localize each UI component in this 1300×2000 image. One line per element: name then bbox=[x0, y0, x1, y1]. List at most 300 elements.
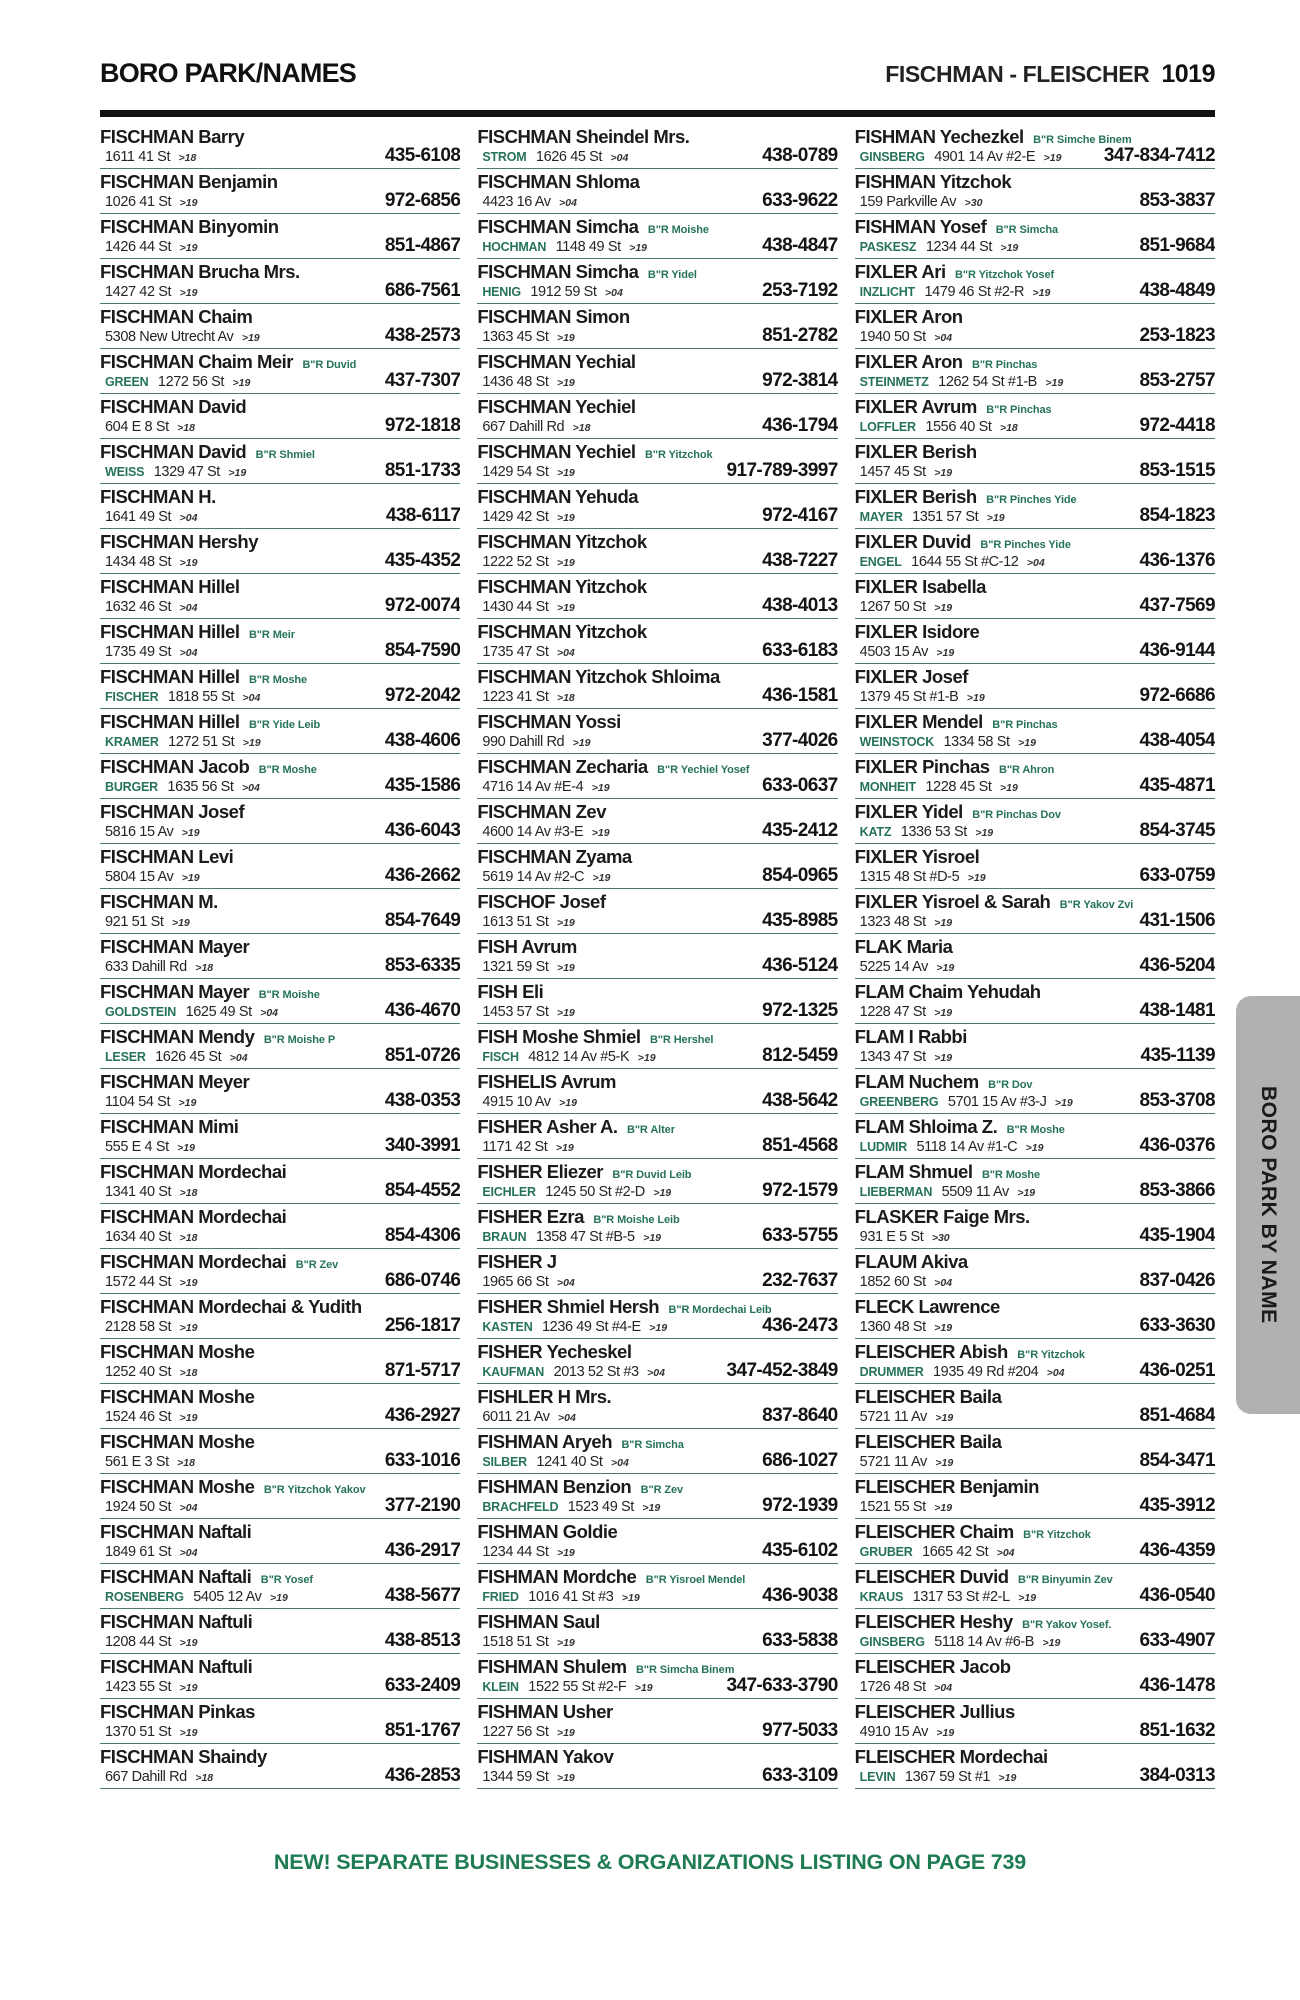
entry-detail-line bbox=[477, 417, 837, 437]
entry-detail-line bbox=[855, 237, 1215, 257]
header-range-group bbox=[885, 60, 1215, 89]
entry-name-line bbox=[477, 1207, 837, 1227]
entry-phone-number: 633-1016 bbox=[384, 1450, 461, 1471]
entry-address: 1358 47 St #B-5 bbox=[535, 1229, 635, 1245]
entry-phone-number: 972-4167 bbox=[762, 505, 838, 526]
entry-detail-line bbox=[855, 327, 1215, 347]
entry-address-group bbox=[482, 1408, 576, 1427]
entry-zone-code: >04 bbox=[647, 1367, 665, 1379]
entry-name: FISCHMAN Shaindy bbox=[100, 1746, 267, 1767]
entry-address: 1940 50 St bbox=[859, 329, 926, 345]
header-section-range: FISCHMAN - FLEISCHER bbox=[885, 61, 1150, 87]
entry-address-group bbox=[105, 283, 197, 302]
directory-entry bbox=[477, 709, 837, 754]
directory-entry bbox=[100, 1744, 460, 1789]
entry-name-line bbox=[855, 352, 1215, 372]
entry-address-group bbox=[482, 373, 574, 392]
directory-entry bbox=[855, 1204, 1215, 1249]
entry-patronymic-tag: B"R Yisroel Mendel bbox=[645, 1574, 746, 1586]
directory-entry bbox=[100, 1024, 460, 1069]
entry-address: 5701 15 Av #3-J bbox=[947, 1094, 1047, 1110]
entry-name: FLAK Maria bbox=[854, 936, 953, 957]
entry-name-line bbox=[477, 1612, 837, 1632]
entry-address: 1849 61 St bbox=[105, 1544, 172, 1560]
entry-zone-code: >19 bbox=[179, 1682, 198, 1694]
entry-name-line bbox=[855, 172, 1215, 192]
entry-address-group bbox=[482, 868, 610, 887]
entry-crossref-surname: FISCH bbox=[482, 1050, 519, 1064]
entry-zone-code: >04 bbox=[934, 1682, 953, 1694]
entry-detail-line bbox=[100, 1182, 460, 1202]
directory-entry bbox=[100, 1384, 460, 1429]
entry-name: FISCHMAN David bbox=[100, 441, 247, 462]
entry-phone-number: 438-5677 bbox=[384, 1585, 461, 1606]
entry-detail-line bbox=[100, 1362, 460, 1382]
entry-detail-line bbox=[477, 282, 837, 302]
entry-name: FIXLER Pinchas bbox=[854, 756, 990, 777]
directory-entry bbox=[477, 124, 837, 169]
entry-crossref-surname: PASKESZ bbox=[859, 240, 917, 254]
entry-patronymic-tag: B"R Shmiel bbox=[255, 449, 315, 461]
entry-name: FLASKER Faige Mrs. bbox=[854, 1206, 1030, 1227]
entry-crossref-surname: LOFFLER bbox=[859, 420, 916, 434]
directory-entry bbox=[855, 754, 1215, 799]
entry-detail-line bbox=[477, 507, 837, 527]
entry-name: FISH Moshe Shmiel bbox=[477, 1026, 641, 1047]
directory-entry bbox=[100, 754, 460, 799]
entry-detail-line bbox=[100, 327, 460, 347]
entry-name: FISH Avrum bbox=[477, 936, 577, 957]
entry-name: FISCHMAN Chaim Meir bbox=[100, 351, 293, 372]
directory-entry bbox=[855, 259, 1215, 304]
entry-zone-code: >18 bbox=[177, 422, 195, 434]
entry-name: FISHER J bbox=[477, 1251, 557, 1272]
directory-entry bbox=[477, 1114, 837, 1159]
entry-address: 1641 49 St bbox=[105, 509, 172, 525]
directory-entry bbox=[477, 1519, 837, 1564]
entry-name: FIXLER Isabella bbox=[854, 576, 986, 597]
entry-address: 1351 57 St bbox=[912, 509, 979, 525]
entry-address: 1735 47 St bbox=[482, 644, 549, 660]
entry-zone-code: >19 bbox=[556, 1727, 575, 1739]
entry-phone-number: 633-6183 bbox=[762, 640, 838, 661]
entry-address: 604 E 8 St bbox=[105, 419, 169, 435]
entry-address: 1735 49 St bbox=[105, 644, 172, 660]
entry-zone-code: >19 bbox=[934, 1052, 953, 1064]
entry-zone-code: >04 bbox=[179, 1547, 198, 1559]
entry-phone-number: 436-2927 bbox=[384, 1405, 461, 1426]
entry-address: 1429 54 St bbox=[482, 464, 549, 480]
entry-name: FIXLER Mendel bbox=[854, 711, 983, 732]
entry-patronymic-tag: B"R Duvid bbox=[302, 359, 357, 371]
entry-name-line bbox=[100, 442, 460, 462]
entry-detail-line bbox=[477, 912, 837, 932]
entry-phone-number: 347-452-3849 bbox=[726, 1360, 838, 1381]
entry-detail-line bbox=[100, 1767, 460, 1787]
directory-entry bbox=[100, 1069, 460, 1114]
entry-crossref-surname: FRIED bbox=[482, 1590, 519, 1604]
entry-address-group bbox=[105, 1678, 197, 1697]
entry-detail-line bbox=[855, 1632, 1215, 1652]
entry-name: FISCHMAN Hillel bbox=[100, 576, 240, 597]
entry-address: 1323 48 St bbox=[859, 914, 926, 930]
directory-entry bbox=[477, 619, 837, 664]
entry-address: 1317 53 St #2-L bbox=[912, 1589, 1010, 1605]
entry-address-group bbox=[482, 1318, 667, 1337]
entry-name: FISCHMAN Levi bbox=[100, 846, 234, 867]
entry-address-group bbox=[860, 598, 952, 617]
entry-address: 1343 47 St bbox=[859, 1049, 926, 1065]
entry-name-line bbox=[100, 622, 460, 642]
entry-zone-code: >30 bbox=[931, 1232, 950, 1244]
directory-entry bbox=[855, 1654, 1215, 1699]
entry-zone-code: >19 bbox=[179, 1637, 198, 1649]
entry-address-group bbox=[105, 1093, 196, 1112]
entry-address: 1227 56 St bbox=[482, 1724, 549, 1740]
entry-phone-number: 436-1478 bbox=[1139, 1675, 1215, 1696]
entry-detail-line bbox=[100, 192, 460, 212]
entry-address-group bbox=[482, 1633, 574, 1652]
entry-zone-code: >19 bbox=[637, 1052, 656, 1064]
directory-column-2 bbox=[477, 124, 837, 1789]
entry-crossref-surname: KRAMER bbox=[105, 735, 159, 749]
entry-name: FISHER Yecheskel bbox=[477, 1341, 632, 1362]
entry-address: 1262 54 St #1-B bbox=[938, 374, 1037, 390]
entry-detail-line bbox=[477, 822, 837, 842]
directory-entry bbox=[855, 1384, 1215, 1429]
entry-name-line bbox=[100, 1657, 460, 1677]
entry-phone-number: 436-2853 bbox=[384, 1765, 461, 1786]
entry-detail-line bbox=[477, 642, 837, 662]
entry-address-group bbox=[860, 1453, 954, 1472]
entry-name-line bbox=[100, 712, 460, 732]
entry-phone-number: 438-6117 bbox=[385, 505, 461, 526]
entry-zone-code: >19 bbox=[179, 197, 198, 209]
entry-crossref-surname: KASTEN bbox=[482, 1320, 533, 1334]
entry-detail-line bbox=[477, 1722, 837, 1742]
directory-entry bbox=[855, 304, 1215, 349]
entry-detail-line bbox=[100, 597, 460, 617]
entry-phone-number: 438-4847 bbox=[762, 235, 838, 256]
entry-address-group bbox=[860, 868, 986, 887]
entry-zone-code: >04 bbox=[242, 782, 260, 794]
entry-address: 1016 41 St #3 bbox=[528, 1589, 614, 1605]
directory-entry bbox=[477, 1249, 837, 1294]
entry-name: FISCHMAN Binyomin bbox=[100, 216, 279, 237]
directory-entry bbox=[100, 484, 460, 529]
entry-phone-number: 854-7590 bbox=[384, 640, 461, 661]
entry-zone-code: >19 bbox=[179, 242, 198, 254]
entry-detail-line bbox=[477, 327, 837, 347]
entry-crossref-surname: HENIG bbox=[482, 285, 521, 299]
entry-address-group bbox=[860, 328, 952, 347]
entry-detail-line bbox=[855, 1227, 1215, 1247]
entry-address: 1363 45 St bbox=[482, 329, 549, 345]
directory-entry bbox=[100, 664, 460, 709]
entry-phone-number: 253-1823 bbox=[1139, 325, 1215, 346]
entry-address-group bbox=[860, 1633, 1061, 1652]
entry-crossref-surname: BRACHFELD bbox=[482, 1500, 559, 1514]
entry-zone-code: >18 bbox=[195, 1772, 214, 1784]
entry-crossref-surname: EICHLER bbox=[482, 1185, 536, 1199]
entry-zone-code: >19 bbox=[1043, 152, 1062, 164]
entry-address-group bbox=[482, 733, 590, 752]
entry-name: FISHMAN Benzion bbox=[477, 1476, 632, 1497]
entry-detail-line bbox=[100, 777, 460, 797]
entry-name: FISCHMAN Mayer bbox=[100, 981, 250, 1002]
entry-name: FISCHMAN Mimi bbox=[100, 1116, 239, 1137]
entry-zone-code: >19 bbox=[934, 1007, 953, 1019]
directory-entry bbox=[477, 1609, 837, 1654]
entry-name-line bbox=[855, 937, 1215, 957]
entry-phone-number: 435-1139 bbox=[1140, 1045, 1215, 1066]
entry-phone-number: 633-2409 bbox=[384, 1675, 461, 1696]
entry-phone-number: 972-3814 bbox=[762, 370, 838, 391]
entry-address-group bbox=[105, 193, 197, 212]
entry-phone-number: 436-9038 bbox=[762, 1585, 838, 1606]
entry-address: 667 Dahill Rd bbox=[105, 1769, 187, 1785]
entry-name: FISCHMAN Hershy bbox=[100, 531, 258, 552]
directory-entry bbox=[855, 439, 1215, 484]
entry-crossref-surname: LUDMIR bbox=[859, 1140, 908, 1154]
entry-address: 1026 41 St bbox=[105, 194, 172, 210]
side-tab-label: BORO PARK BY NAME bbox=[1257, 1086, 1280, 1324]
entry-address: 1626 45 St bbox=[535, 149, 603, 165]
directory-entry bbox=[100, 1654, 460, 1699]
entry-detail-line bbox=[855, 507, 1215, 527]
entry-name-line bbox=[855, 1522, 1215, 1542]
entry-crossref-surname: WEISS bbox=[105, 465, 145, 479]
entry-detail-line bbox=[100, 282, 460, 302]
entry-phone-number: 436-4359 bbox=[1139, 1540, 1215, 1561]
entry-name-line bbox=[100, 1162, 460, 1182]
entry-name-line bbox=[855, 982, 1215, 1002]
directory-entry bbox=[855, 1249, 1215, 1294]
entry-crossref-surname: GINSBERG bbox=[859, 1635, 925, 1649]
entry-patronymic-tag: B"R Yosef bbox=[260, 1574, 313, 1586]
entry-name: FISCHMAN Hillel bbox=[100, 711, 240, 732]
entry-address-group bbox=[105, 1723, 197, 1742]
entry-detail-line bbox=[477, 1137, 837, 1157]
entry-zone-code: >04 bbox=[242, 692, 261, 704]
entry-address: 5225 14 Av bbox=[859, 959, 928, 975]
directory-entry bbox=[100, 1249, 460, 1294]
entry-phone-number: 438-4013 bbox=[762, 595, 838, 616]
entry-name: FISCHMAN David bbox=[100, 396, 247, 417]
entry-address-group bbox=[105, 733, 261, 752]
entry-zone-code: >19 bbox=[967, 872, 986, 884]
entry-detail-line bbox=[855, 1452, 1215, 1472]
entry-name-line bbox=[477, 712, 837, 732]
entry-detail-line bbox=[100, 1227, 460, 1247]
entry-zone-code: >18 bbox=[556, 692, 575, 704]
entry-name-line bbox=[855, 1117, 1215, 1137]
entry-address-group bbox=[105, 958, 213, 977]
entry-detail-line bbox=[855, 822, 1215, 842]
entry-crossref-surname: ENGEL bbox=[859, 555, 902, 569]
entry-address: 6011 21 Av bbox=[482, 1409, 550, 1425]
directory-entry bbox=[855, 799, 1215, 844]
entry-address: 1236 49 St #4-E bbox=[541, 1319, 641, 1335]
entry-name: FIXLER Berish bbox=[854, 441, 977, 462]
entry-name: FISCHMAN M. bbox=[100, 891, 218, 912]
entry-name-line bbox=[477, 1657, 837, 1677]
entry-name-line bbox=[477, 847, 837, 867]
entry-detail-line bbox=[477, 372, 837, 392]
entry-detail-line bbox=[855, 1272, 1215, 1292]
entry-name-line bbox=[477, 217, 837, 237]
entry-name: FISCHMAN Jacob bbox=[100, 756, 250, 777]
entry-address-group bbox=[482, 553, 574, 572]
entry-address-group bbox=[482, 238, 647, 257]
footer-notice: NEW! SEPARATE BUSINESSES & ORGANIZATIONS LISTING ON PAGE 739 bbox=[273, 1850, 1027, 1874]
entry-address-group bbox=[860, 1273, 952, 1292]
entry-address-group bbox=[482, 148, 628, 167]
directory-entry bbox=[100, 1294, 460, 1339]
entry-phone-number: 851-0726 bbox=[384, 1045, 461, 1066]
entry-zone-code: >18 bbox=[177, 1457, 195, 1469]
entry-address-group bbox=[105, 1138, 195, 1157]
entry-address: 1267 50 St bbox=[859, 599, 926, 615]
entry-zone-code: >19 bbox=[591, 782, 610, 794]
entry-name: FISCHMAN Yitzchok bbox=[477, 621, 647, 642]
entry-address-group bbox=[482, 1498, 660, 1517]
entry-patronymic-tag: B"R Pinches Yide bbox=[986, 494, 1077, 506]
entry-address-group bbox=[860, 1588, 1036, 1607]
entry-address: 4716 14 Av #E-4 bbox=[482, 779, 584, 795]
entry-detail-line bbox=[100, 1317, 460, 1337]
entry-name-line bbox=[855, 1477, 1215, 1497]
entry-zone-code: >19 bbox=[649, 1322, 668, 1334]
entry-name: FISHER Eliezer bbox=[477, 1161, 603, 1182]
entry-patronymic-tag: B"R Moishe P bbox=[263, 1034, 336, 1046]
entry-name-line bbox=[477, 532, 837, 552]
entry-name-line bbox=[100, 847, 460, 867]
entry-address: 5405 12 Av bbox=[193, 1589, 262, 1605]
entry-address: 1572 44 St bbox=[105, 1274, 172, 1290]
entry-phone-number: 436-2662 bbox=[384, 865, 461, 886]
entry-detail-line bbox=[477, 1227, 837, 1247]
entry-address-group bbox=[105, 1228, 197, 1247]
entry-phone-number: 436-1581 bbox=[762, 685, 838, 706]
entry-address: 1632 46 St bbox=[105, 599, 172, 615]
entry-detail-line bbox=[100, 1002, 460, 1022]
entry-name: FISHMAN Yakov bbox=[477, 1746, 614, 1767]
directory-entry bbox=[855, 979, 1215, 1024]
directory-entry bbox=[477, 844, 837, 889]
entry-address-group bbox=[860, 1363, 1065, 1382]
entry-address-group bbox=[860, 1723, 955, 1742]
entry-address: 4910 15 Av bbox=[859, 1724, 928, 1740]
entry-name-line bbox=[100, 1297, 460, 1317]
entry-phone-number: 438-5642 bbox=[762, 1090, 838, 1111]
entry-detail-line bbox=[477, 462, 837, 482]
entry-name: FISH Eli bbox=[477, 981, 544, 1002]
entry-zone-code: >19 bbox=[936, 962, 955, 974]
entry-address: 1429 42 St bbox=[482, 509, 549, 525]
entry-detail-line bbox=[855, 1047, 1215, 1067]
entry-zone-code: >19 bbox=[556, 512, 575, 524]
entry-name-line bbox=[477, 982, 837, 1002]
entry-phone-number: 851-4867 bbox=[384, 235, 461, 256]
entry-name-line bbox=[477, 757, 837, 777]
entry-phone-number: 438-8513 bbox=[384, 1630, 461, 1651]
entry-name-line bbox=[477, 307, 837, 327]
directory-entry bbox=[100, 1519, 460, 1564]
entry-address-group bbox=[105, 1453, 195, 1472]
entry-phone-number: 853-3866 bbox=[1139, 1180, 1215, 1201]
entry-patronymic-tag: B"R Yitzchok bbox=[644, 449, 713, 461]
entry-address: 1228 45 St bbox=[925, 779, 992, 795]
entry-address: 1272 51 St bbox=[168, 734, 235, 750]
entry-name: FISHMAN Yechezkel bbox=[854, 126, 1024, 147]
entry-phone-number: 438-0789 bbox=[762, 145, 838, 166]
entry-phone-number: 438-0353 bbox=[384, 1090, 461, 1111]
entry-phone-number: 436-1794 bbox=[762, 415, 838, 436]
entry-address-group bbox=[860, 1543, 1015, 1562]
entry-name-line bbox=[855, 307, 1215, 327]
directory-entry bbox=[100, 1429, 460, 1474]
entry-address-group bbox=[482, 823, 609, 842]
entry-zone-code: >19 bbox=[179, 1727, 198, 1739]
entry-patronymic-tag: B"R Moshe bbox=[981, 1169, 1041, 1181]
entry-address-group bbox=[105, 823, 200, 842]
entry-name: FISCHMAN Simcha bbox=[477, 261, 639, 282]
entry-name-line bbox=[100, 1567, 460, 1587]
entry-name-line bbox=[477, 1432, 837, 1452]
entry-address: 1315 48 St #D-5 bbox=[859, 869, 960, 885]
entry-zone-code: >19 bbox=[1045, 377, 1064, 389]
entry-address-group bbox=[482, 1228, 661, 1247]
entry-phone-number: 438-4054 bbox=[1139, 730, 1215, 751]
entry-phone-number: 851-4684 bbox=[1139, 1405, 1215, 1426]
entry-name-line bbox=[477, 487, 837, 507]
entry-address-group bbox=[105, 1498, 197, 1517]
entry-address: 1252 40 St bbox=[105, 1364, 172, 1380]
entry-detail-line bbox=[477, 1587, 837, 1607]
entry-address: 4503 15 Av bbox=[859, 644, 928, 660]
entry-phone-number: 436-1376 bbox=[1139, 550, 1215, 571]
entry-zone-code: >19 bbox=[559, 1097, 577, 1109]
entry-crossref-surname: INZLICHT bbox=[859, 285, 915, 299]
entry-address: 1222 52 St bbox=[482, 554, 549, 570]
entry-address-group bbox=[105, 1363, 197, 1382]
directory-entry bbox=[100, 979, 460, 1024]
directory-entry bbox=[100, 439, 460, 484]
entry-zone-code: >19 bbox=[556, 557, 575, 569]
entry-name: FISCHMAN Brucha Mrs. bbox=[100, 261, 300, 282]
entry-address-group bbox=[105, 553, 197, 572]
entry-name: FISCHMAN Moshe bbox=[100, 1341, 255, 1362]
entry-zone-code: >19 bbox=[934, 467, 953, 479]
entry-detail-line bbox=[477, 777, 837, 797]
entry-name-line bbox=[855, 262, 1215, 282]
entry-detail-line bbox=[100, 732, 460, 752]
entry-detail-line bbox=[855, 282, 1215, 302]
entry-name-line bbox=[477, 1342, 837, 1362]
entry-name-line bbox=[855, 1252, 1215, 1272]
entry-name: FISHER Shmiel Hersh bbox=[477, 1296, 660, 1317]
entry-name: FLEISCHER Heshy bbox=[854, 1611, 1013, 1632]
entry-zone-code: >19 bbox=[556, 602, 575, 614]
directory-entry bbox=[477, 439, 837, 484]
entry-patronymic-tag: B"R Moishe bbox=[258, 989, 320, 1001]
entry-name: FLEISCHER Baila bbox=[854, 1431, 1002, 1452]
entry-address: 1665 42 St bbox=[922, 1544, 989, 1560]
entry-address: 5308 New Utrecht Av bbox=[105, 329, 234, 345]
entry-phone-number: 347-633-3790 bbox=[726, 1675, 838, 1696]
directory-entry bbox=[855, 844, 1215, 889]
